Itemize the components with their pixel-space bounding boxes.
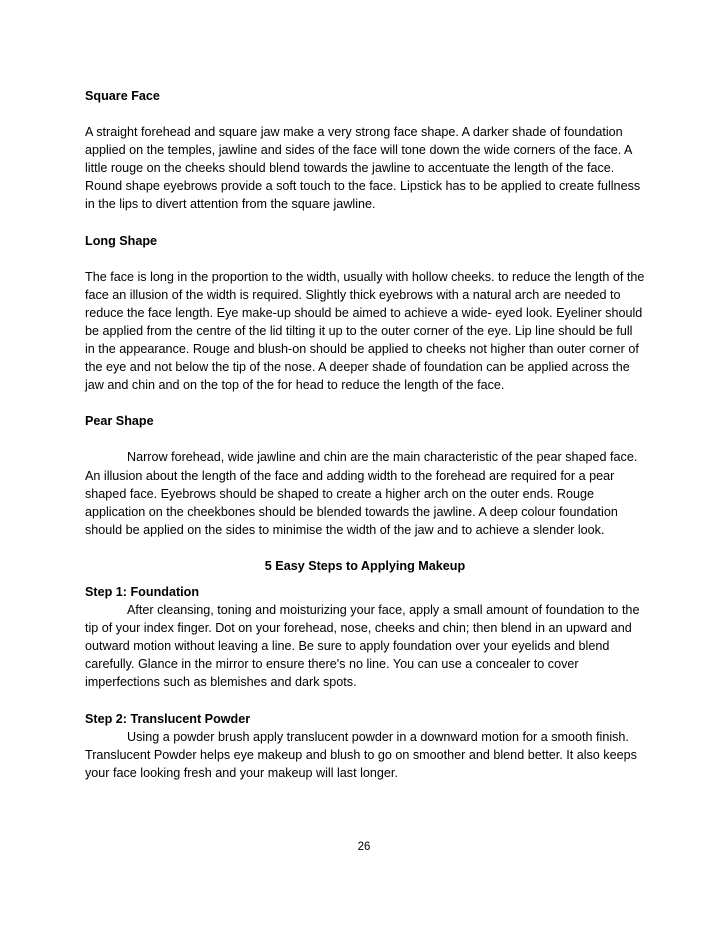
step-body-foundation: After cleansing, toning and moisturizing your face, apply a small amount of foundation to the tip of your index finger. Dot on your forehead, nose, cheeks and chin; then blend in an upward and outward motion without leaving a line. Be sure to apply foundation over your eyelids and blend carefully. Glance in the mirror to ensure there's no line. You can use a concealer to cover imperfections such as blemishes and dark spots. — [85, 603, 640, 690]
page-content — [85, 87, 645, 782]
section-heading-pear-shape: Pear Shape — [85, 414, 154, 429]
step-heading-translucent-powder: Step 2: Translucent Powder — [85, 711, 251, 726]
section-heading-square-face: Square Face — [85, 89, 160, 103]
step-heading-foundation: Step 1: Foundation — [85, 584, 200, 599]
steps-title: 5 Easy Steps to Applying Makeup — [264, 558, 466, 573]
section-body-pear-shape: Narrow forehead, wide jawline and chin are the main characteristic of the pear shaped face. An illusion about the length of the face and adding width to the forehead are required for a pear shaped face. Eyebrows should be shaped to create a higher arch on the outer ends. Rouge application on the cheekbones should be blended towards the jawline. A deep colour foundation should be applied on the sides to minimise the width of the jaw and to achieve a slender look. — [85, 450, 638, 537]
page-number: 26 — [357, 841, 371, 853]
step-body-translucent-powder: Using a powder brush apply translucent powder in a downward motion for a smooth finish. Translucent Powder helps eye makeup and blush to go on smoother and blend better. It also keeps your face looking fresh and your makeup will last longer. — [85, 729, 637, 780]
section-body-square-face: A straight forehead and square jaw make a very strong face shape. A darker shade of foundation applied on the temples, jawline and sides of the face will tone down the wide corners of the face. A little rouge on the cheeks should blend towards the jawline to accentuate the length of the face. Round shape eyebrows provide a soft touch to the face. Lipstick has to be applied to create fullness in the lips to divert attention from the square jawline. — [85, 125, 641, 212]
section-body-long-shape: The face is long in the proportion to the width, usually with hollow cheeks. to reduce the length of the face an illusion of the width is required. Slightly thick eyebrows with a natural arch are needed to reduce the face length. Eye make-up should be aimed to achieve a wide- eyed look. Eyeliner should be applied from the centre of the lid tilting it up to the outer corner of the eye. Lip line should be full in the appearance. Rouge and blush-on should be applied to cheeks not higher than outer corner of the eye and not below the tip of the nose. A deeper shade of foundation can be applied across the jaw and chin and on the top of the for head to reduce the length of the face. — [85, 269, 645, 393]
section-heading-long-shape: Long Shape — [85, 233, 158, 248]
